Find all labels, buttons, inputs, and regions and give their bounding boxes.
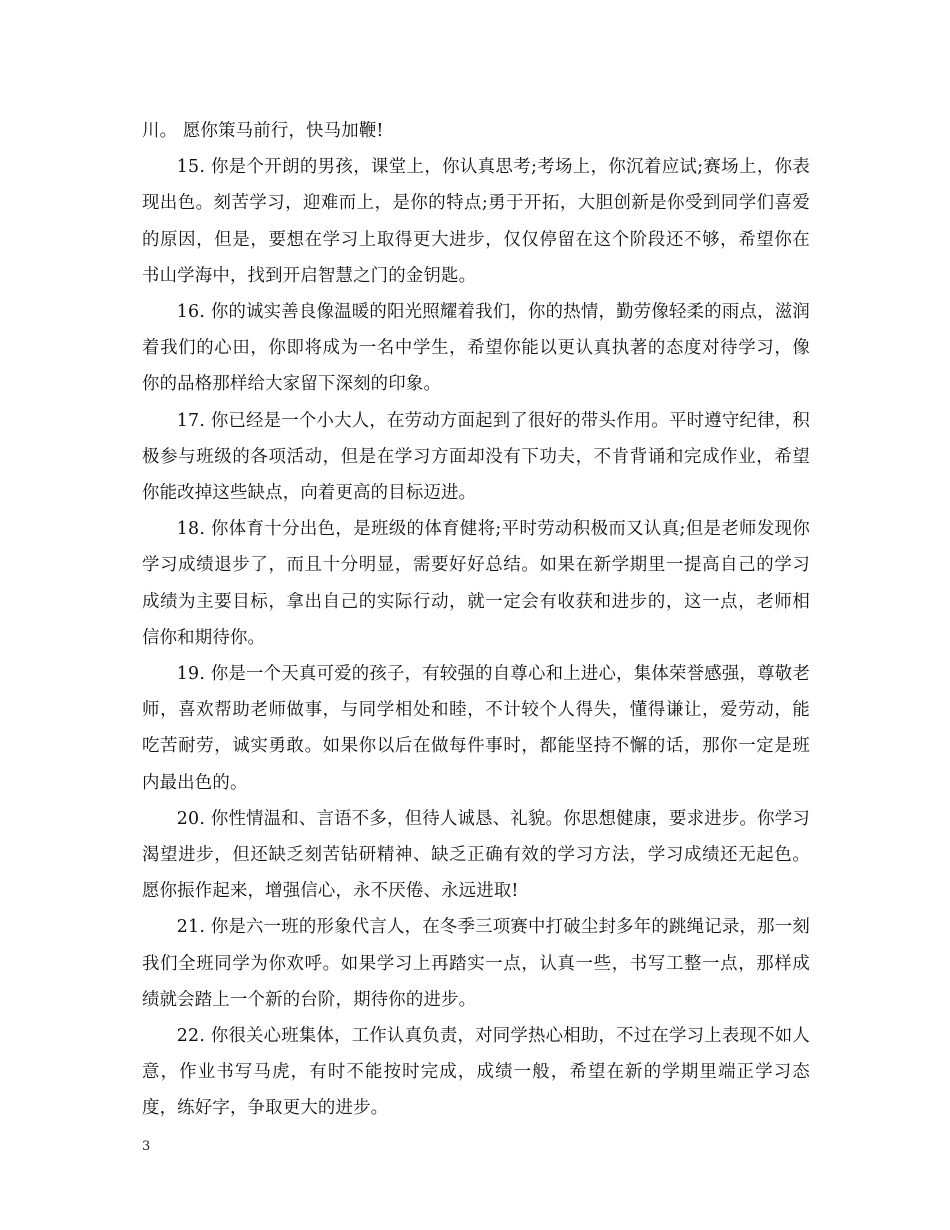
page-number: 3	[142, 1139, 151, 1154]
document-body	[142, 113, 810, 1127]
paragraph-19: 19. 你是一个天真可爱的孩子，有较强的自尊心和上进心，集体荣誉感强，尊敬老师，喜欢帮助老师做事，与同学相处和睦，不计较个人得失，懂得谦让，爱劳动，能吃苦耐劳，诚实勇敢。如果你以后在做每件事时，都能坚持不懈的话，那你一定是班内最出色的。	[142, 664, 810, 793]
paragraph-17: 17. 你已经是一个小大人，在劳动方面起到了很好的带头作用。平时遵守纪律，积极参与班级的各项活动，但是在学习方面却没有下功夫，不肯背诵和完成作业，希望你能改掉这些缺点，向着更高的目标迈进。	[142, 410, 810, 504]
paragraph-18: 18. 你体育十分出色，是班级的体育健将;平时劳动积极而又认真;但是老师发现你学习成绩退步了，而且十分明显，需要好好总结。如果在新学期里一提高自己的学习成绩为主要目标，拿出自己的实际行动，就一定会有收获和进步的，这一点，老师相信你和期待你。	[142, 519, 810, 648]
paragraph-16: 16. 你的诚实善良像温暖的阳光照耀着我们，你的热情，勤劳像轻柔的雨点，滋润着我们的心田，你即将成为一名中学生，希望你能以更认真执著的态度对待学习，像你的品格那样给大家留下深刻的印象。	[142, 302, 810, 395]
paragraph-15: 15. 你是个开朗的男孩，课堂上，你认真思考;考场上，你沉着应试;赛场上，你表现出色。刻苦学习，迎难而上，是你的特点;勇于开拓，大胆创新是你受到同学们喜爱的原因，但是，要想在学习上取得更大进步，仅仅停留在这个阶段还不够，希望你在书山学海中，找到开启智慧之门的金钥匙。	[142, 157, 810, 286]
paragraph-continuation: 川。 愿你策马前行，快马加鞭!	[142, 121, 384, 141]
paragraph-22: 22. 你很关心班集体，工作认真负责，对同学热心相助，不过在学习上表现不如人意，作业书写马虎，有时不能按时完成，成绩一般，希望在新的学期里端正学习态度，练好字，争取更大的进步。	[142, 1026, 810, 1119]
paragraph-20: 20. 你性情温和、言语不多，但待人诚恳、礼貌。你思想健康，要求进步。你学习渴望进步，但还缺乏刻苦钻研精神、缺乏正确有效的学习方法，学习成绩还无起色。愿你振作起来，增强信心，永不厌倦、永远进取!	[142, 808, 810, 902]
paragraph-21: 21. 你是六一班的形象代言人，在冬季三项赛中打破尘封多年的跳绳记录，那一刻我们全班同学为你欢呼。如果学习上再踏实一点，认真一些，书写工整一点，那样成绩就会踏上一个新的台阶，期待你的进步。	[142, 917, 810, 1010]
